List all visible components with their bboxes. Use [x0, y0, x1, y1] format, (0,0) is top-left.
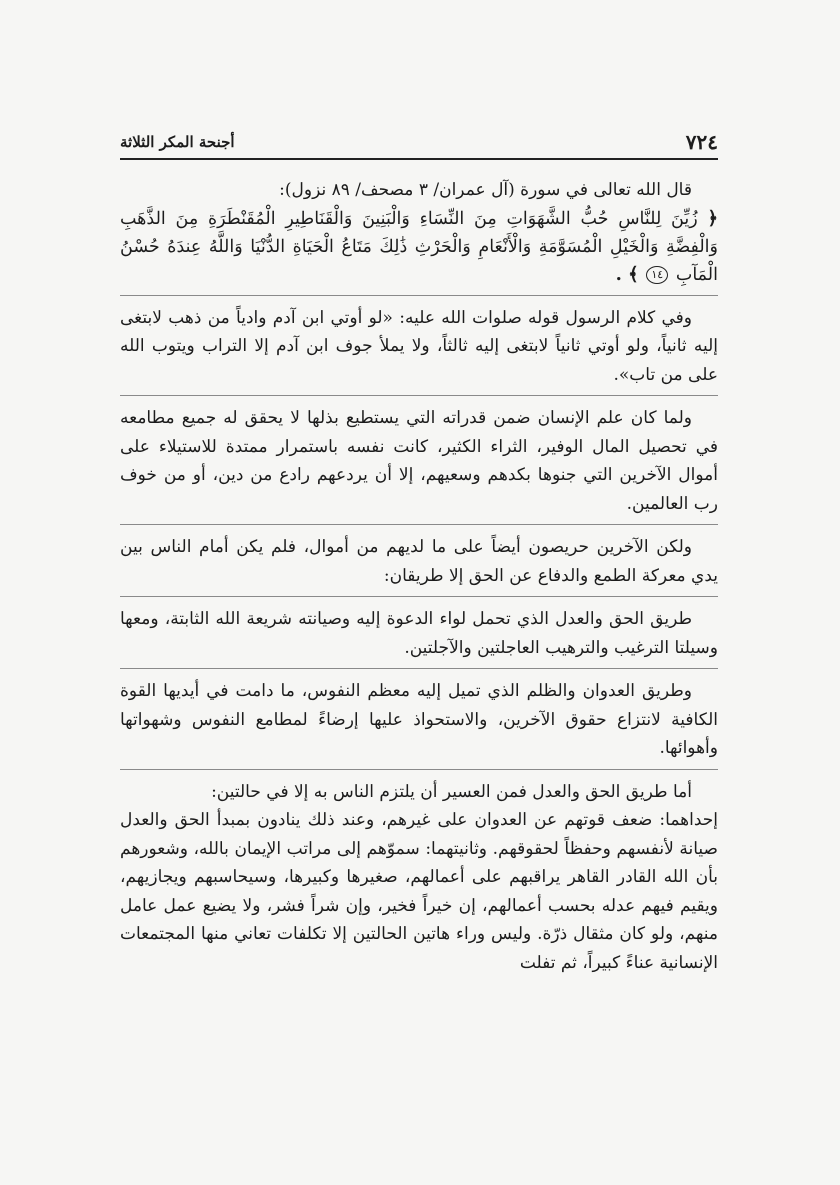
- separator: [120, 769, 718, 770]
- page-number: ٧٢٤: [685, 130, 718, 154]
- separator: [120, 295, 718, 296]
- verse-open-bracket: ﴿: [707, 207, 718, 229]
- page-header: [120, 126, 718, 158]
- paragraph: طريق الحق والعدل الذي تحمل لواء الدعوة إليه وصيانته شريعة الله الثابتة، ومعها وسيلتا الترغيب والترهيب العاجلتين والآجلتين.: [120, 609, 718, 658]
- page-content: [120, 176, 718, 977]
- running-title: أجنحة المكر الثلاثة: [120, 133, 235, 151]
- paragraph: ولما كان علم الإنسان ضمن قدراته التي يستطيع بذلها لا يحقق له جميع مطامعه في تحصيل المال الوفير، الثراء الكثير، كانت نفسه باستمرار ممتدة للاستيلاء على أموال الآخرين التي جنوها بكدهم وسعيهم، إلا أن يردعهم رادع من دين، أو من خوف رب العالمين.: [120, 408, 718, 514]
- verse-text: زُيِّنَ لِلنَّاسِ حُبُّ الشَّهَوَاتِ مِنَ النِّسَاءِ وَالْبَنِينَ وَالْقَنَاطِيرِ الْمُقَنْطَرَةِ مِنَ الذَّهَبِ وَالْفِضَّةِ وَالْخَيْلِ الْمُسَوَّمَةِ وَالْأَنْعَامِ وَالْحَرْثِ ذَٰلِكَ مَتَاعُ الْحَيَاةِ الدُّنْيَا وَاللَّهُ عِندَهُ حُسْنُ الْمَآبِ: [120, 208, 718, 285]
- separator: [120, 395, 718, 396]
- paragraph-lead: أما طريق الحق والعدل فمن العسير أن يلتزم الناس به إلا في حالتين:: [211, 781, 692, 802]
- paragraph: إحداهما: ضعف قوتهم عن العدوان على غيرهم، وعند ذلك ينادون بمبدأ الحق والعدل صيانة لأنفسهم وحفظاً لحقوقهم. وثانيتهما: سموّهم إلى مراتب الإيمان بالله، وشعورهم بأن الله القادر القاهر يراقبهم على أعمالهم، صغيرها وكبيرها، وسيحاسبهم ويجازيهم، ويقيم فيهم عدله بحسب أعمالهم، إن خيراً فخير، وإن شراً فشر، ولا يضيع عمل عامل منهم، ولو كان مثقال ذرّة. وليس وراء هاتين الحالتين إلا تكلفات تعاني منها المجتمعات الإنسانية عناءً كبيراً، ثم تفلت: [120, 810, 718, 973]
- intro-line: قال الله تعالى في سورة (آل عمران/ ٣ مصحف/ ٨٩ نزول):: [279, 180, 692, 200]
- hadith-paragraph: وفي كلام الرسول قوله صلوات الله عليه: «لو أوتي ابن آدم وادياً من ذهب لابتغى إليه ثانياً، ولو أوتي ثانياً لابتغى إليه ثالثاً، ولا يملأ جوف ابن آدم إلا التراب ويتوب الله على من تاب».: [120, 307, 718, 385]
- separator: [120, 596, 718, 597]
- paragraph: ولكن الآخرين حريصون أيضاً على ما لديهم من أموال، فلم يكن أمام الناس بين يدي معركة الطمع والدفاع عن الحق إلا طريقان:: [120, 537, 718, 586]
- quran-verse: [120, 205, 718, 289]
- separator: [120, 524, 718, 525]
- separator: [120, 668, 718, 669]
- verse-number: ١٤: [646, 266, 668, 284]
- verse-close-bracket: ﴾ .: [615, 263, 639, 285]
- header-rule: [120, 158, 718, 160]
- paragraph: وطريق العدوان والظلم الذي تميل إليه معظم النفوس، ما دامت في أيديها القوة الكافية لانتزاع حقوق الآخرين، والاستحواذ عليها إرضاءً لمطامع النفوس وشهواتها وأهوائها.: [120, 681, 718, 758]
